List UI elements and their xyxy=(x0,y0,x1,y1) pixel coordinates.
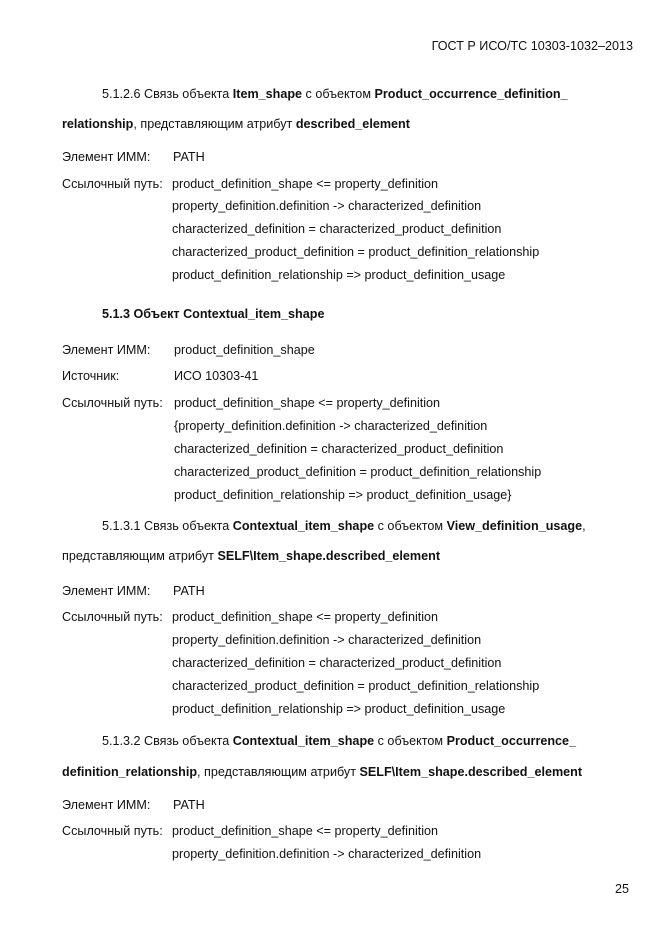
entity-name: relationship xyxy=(62,117,134,131)
text-run: 5.1.3.2 Связь объекта xyxy=(102,734,233,748)
text-run: , xyxy=(582,519,586,533)
imm-element-label: Элемент ИММ: xyxy=(62,343,151,357)
reference-path-line: {property_definition.definition -> characterized_definition xyxy=(174,419,488,433)
reference-path-line: product_definition_shape <= property_definition xyxy=(172,610,439,624)
reference-path-line: characterized_definition = characterized_product_definition xyxy=(172,222,502,236)
imm-element-value: PATH xyxy=(173,150,205,164)
page-header-standard-code: ГОСТ Р ИСО/ТС 10303-1032–2013 xyxy=(431,39,633,53)
text-run: с объектом xyxy=(374,734,447,748)
clause-heading-5-1-3-1 xyxy=(102,518,586,534)
entity-name: View_definition_usage xyxy=(446,519,583,533)
imm-element-value: product_definition_shape xyxy=(174,343,315,357)
text-run: 5.1.3.1 Связь объекта xyxy=(102,519,233,533)
text-run: , представляющим атрибут xyxy=(197,765,360,779)
reference-path-line: characterized_product_definition = product_definition_relationship xyxy=(172,245,540,259)
reference-path-line: product_definition_shape <= property_definition xyxy=(172,177,439,191)
reference-path-line: characterized_product_definition = product_definition_relationship xyxy=(172,679,540,693)
text-run: с объектом xyxy=(374,519,447,533)
text-run: 5.1.2.6 Связь объекта xyxy=(102,87,233,101)
text-run: представляющим атрибут xyxy=(62,549,218,563)
entity-name: Contextual_item_shape xyxy=(232,734,375,748)
reference-path-line: property_definition.definition -> characterized_definition xyxy=(172,199,482,213)
imm-element-value: PATH xyxy=(173,584,205,598)
reference-path-line: characterized_definition = characterized_product_definition xyxy=(172,656,502,670)
entity-name: Product_occurrence_definition_ xyxy=(374,87,568,101)
imm-element-value: PATH xyxy=(173,798,205,812)
entity-name: Contextual_item_shape xyxy=(232,519,375,533)
entity-name: Product_occurrence_ xyxy=(446,734,577,748)
clause-heading-5-1-2-6-cont xyxy=(62,116,410,132)
reference-path-line: product_definition_relationship => product_definition_usage} xyxy=(174,488,512,502)
entity-name: definition_relationship xyxy=(62,765,198,779)
reference-path-line: product_definition_relationship => product_definition_usage xyxy=(172,702,506,716)
clause-heading-5-1-3-2-cont xyxy=(62,764,582,780)
clause-heading-5-1-2-6 xyxy=(102,86,568,102)
clause-heading-5-1-3-1-cont xyxy=(62,548,440,564)
page-number: 25 xyxy=(614,882,629,896)
section-title-5-1-3: 5.1.3 Объект Contextual_item_shape xyxy=(102,307,325,321)
source-label: Источник: xyxy=(62,369,120,383)
reference-path-line: property_definition.definition -> characterized_definition xyxy=(172,847,482,861)
reference-path-label: Ссылочный путь: xyxy=(62,396,163,410)
attribute-name: described_element xyxy=(295,117,410,131)
clause-heading-5-1-3-2 xyxy=(102,733,576,749)
reference-path-label: Ссылочный путь: xyxy=(62,610,163,624)
reference-path-line: property_definition.definition -> characterized_definition xyxy=(172,633,482,647)
entity-name: Item_shape xyxy=(232,87,303,101)
imm-element-label: Элемент ИММ: xyxy=(62,584,151,598)
source-value: ИСО 10303-41 xyxy=(174,369,259,383)
reference-path-line: product_definition_shape <= property_definition xyxy=(172,824,439,838)
imm-element-label: Элемент ИММ: xyxy=(62,150,151,164)
reference-path-line: characterized_product_definition = product_definition_relationship xyxy=(174,465,542,479)
reference-path-line: characterized_definition = characterized_product_definition xyxy=(174,442,504,456)
reference-path-line: product_definition_relationship => product_definition_usage xyxy=(172,268,506,282)
text-run: с объектом xyxy=(302,87,375,101)
reference-path-label: Ссылочный путь: xyxy=(62,177,163,191)
imm-element-label: Элемент ИММ: xyxy=(62,798,151,812)
attribute-name: SELF\Item_shape.described_element xyxy=(217,549,441,563)
attribute-name: SELF\Item_shape.described_element xyxy=(359,765,583,779)
reference-path-line: product_definition_shape <= property_definition xyxy=(174,396,441,410)
text-run: , представляющим атрибут xyxy=(133,117,296,131)
reference-path-label: Ссылочный путь: xyxy=(62,824,163,838)
